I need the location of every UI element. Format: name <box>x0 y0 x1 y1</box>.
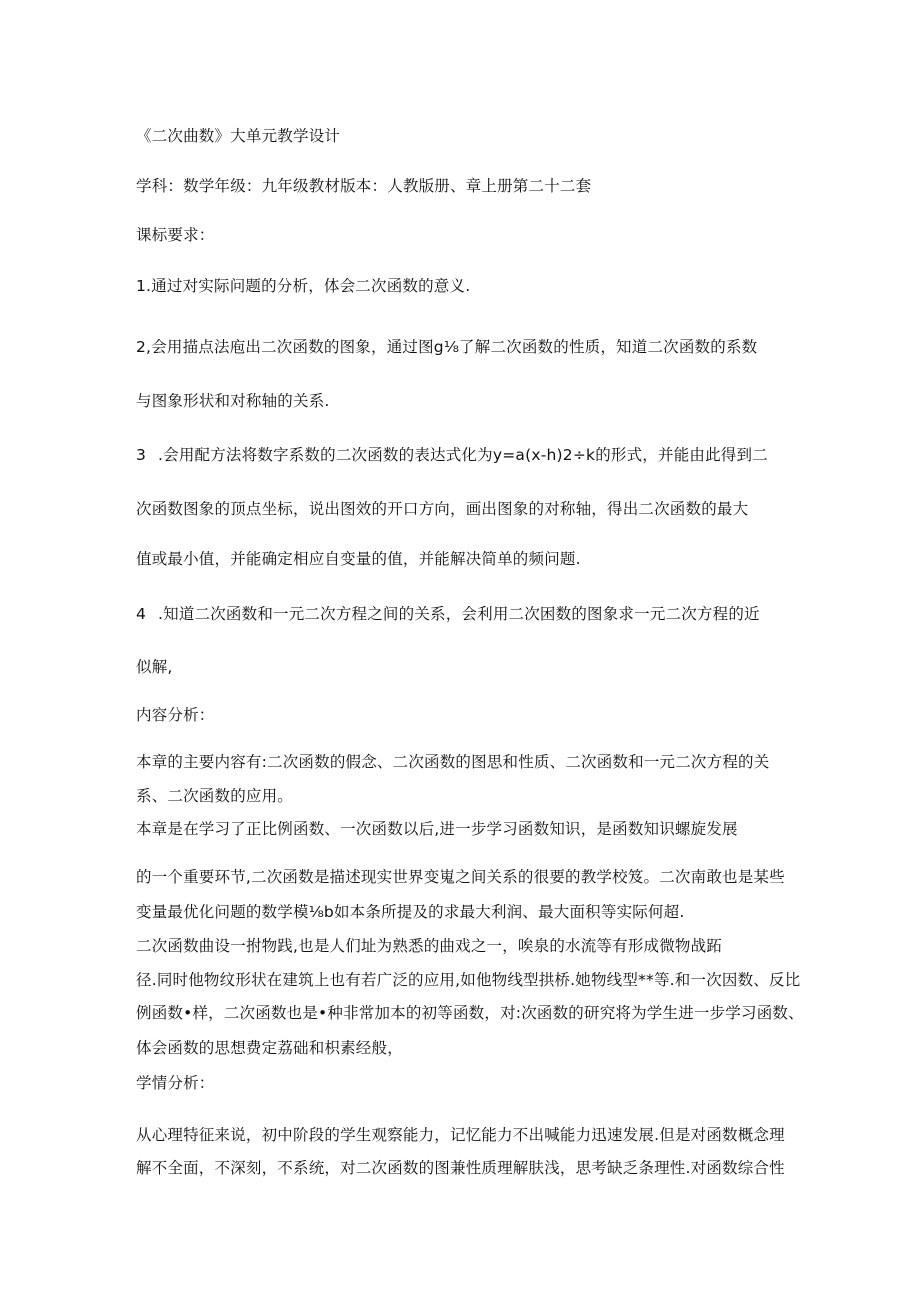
document-title: 《二次曲数》大单元教学设计 <box>136 127 341 145</box>
requirement-3-line-3: 值或最小值，并能确定相应自变量的值，并能解决简单的频问题. <box>136 550 581 568</box>
standards-heading: 课标要求： <box>136 226 215 244</box>
subject-line: 学科：数学年级：九年级教材版本：人教版册、章上册第二十二套 <box>136 177 592 195</box>
content-paragraph-3-line-4: 体会函数的思想费定荔础和枳素经般， <box>136 1039 403 1057</box>
content-paragraph-2-line-3: 变量最优化问题的数学模⅛b如本条所提及的求最大利润、最大面积等实际何超. <box>136 903 685 921</box>
requirement-3-number: 3 <box>136 446 147 464</box>
learning-paragraph-line-1: 从心理特征来说，初中阶段的学生观察能力，记忆能力不出喊能力迅速发展.但是对函数概念理 <box>136 1126 785 1144</box>
content-paragraph-2-line-2: 的一个重要环节,二次函数是描述现实世界变嵬之间关系的很要的教学校笈。二次南敢也是某些 <box>136 868 785 886</box>
requirement-2-line-2: 与图象形状和对称轴的关系. <box>136 392 330 410</box>
content-paragraph-3-line-2: 径.同时他物纹形状在建筑上也有若广泛的应用,如他物线型拱桥.她物线型**等.和一次因数、反比 <box>136 971 801 989</box>
requirement-2-line-1: 2,会用描点法庖出二次函数的图象，通过图g⅛了解二次函数的性质，知道二次函数的系数 <box>136 338 758 356</box>
requirement-4-number: 4 <box>136 605 147 623</box>
requirement-3-text: .会用配方法将数字系数的二次函数的表达式化为y=a(x-h)2÷k的形式，并能由此得到二 <box>158 446 768 464</box>
content-paragraph-1-line-1: 本章的主要内容有:二次函数的假念、二次函数的图思和性质、二次函数和一元二次方程的关 <box>136 753 770 771</box>
content-paragraph-1-line-2: 系、二次函数的应用。 <box>136 787 294 805</box>
requirement-4-text: .知道二次函数和一元二次方程之间的关系，会利用二次困数的图象求一元二次方程的近 <box>158 605 760 623</box>
learning-heading: 学情分析： <box>136 1074 215 1092</box>
requirement-1: 1.通过对实际问题的分析，体会二次函数的意义. <box>136 277 471 295</box>
content-paragraph-3-line-3: 例函数•样，二次函数也是•种非常加本的初等函数，对:次函数的研究将为学生进一步学习函数、 <box>136 1004 804 1022</box>
requirement-3-line-1 <box>136 445 768 465</box>
requirement-4-line-2: 似解, <box>136 658 173 676</box>
content-paragraph-3-line-1: 二次函数曲设一拊物践,也是人们址为熟悉的曲戏之一，唉泉的水流等有形成微物战跖 <box>136 937 723 955</box>
content-heading: 内容分析： <box>136 706 215 724</box>
learning-paragraph-line-2: 解不全面，不深刻，不系统，对二次函数的图兼性质理解肤浅，思考缺乏条理性.对函数综合性 <box>136 1159 785 1177</box>
requirement-4-line-1 <box>136 604 760 624</box>
content-paragraph-2-line-1: 本章是在学习了正比例函数、一次函数以后,进一步学习函数知识，是函数知识螺旋发展 <box>136 820 738 838</box>
requirement-3-line-2: 次函数图象的顶点坐标，说出图效的开口方向，画出图象的对称轴，得出二次函数的最大 <box>136 500 749 518</box>
